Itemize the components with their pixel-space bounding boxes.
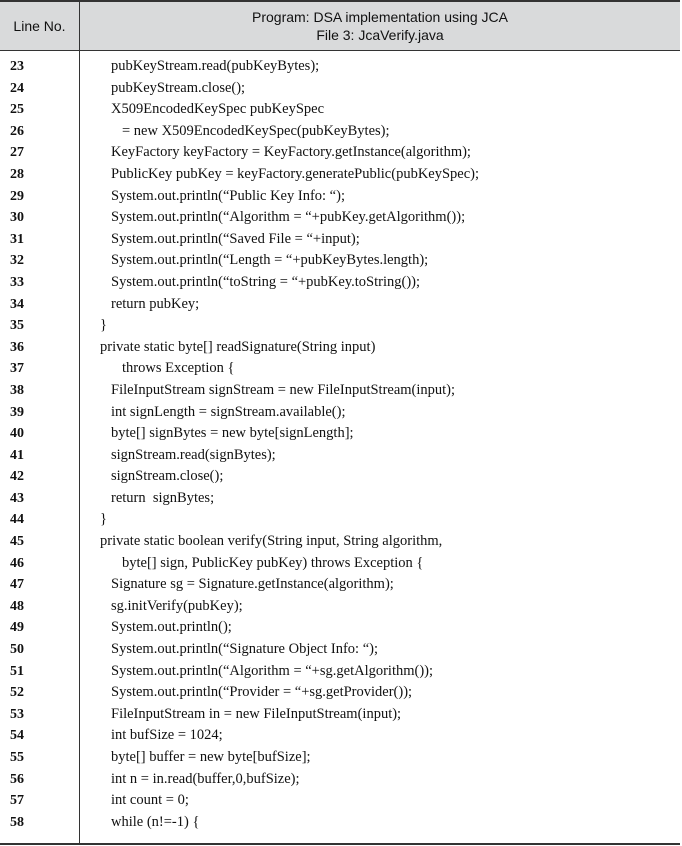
program-title: Program: DSA implementation using JCA xyxy=(252,9,508,25)
line-number: 52 xyxy=(10,685,24,701)
table-row xyxy=(0,315,680,337)
line-number: 55 xyxy=(10,750,24,765)
code-line: while (n!=-1) { xyxy=(111,813,200,830)
line-number: 23 xyxy=(10,59,24,74)
code-line: System.out.println(“Saved File = “+input); xyxy=(111,230,360,247)
code-line: } xyxy=(100,511,107,528)
line-number: 43 xyxy=(10,490,24,506)
line-number: 44 xyxy=(10,512,24,528)
code-line: System.out.println(“Public Key Info: “); xyxy=(111,187,345,204)
code-line: System.out.println(“toString = “+pubKey.toString()); xyxy=(111,273,421,290)
line-number: 48 xyxy=(10,598,24,614)
table-row xyxy=(0,488,680,510)
table-row xyxy=(0,466,680,488)
line-number: 58 xyxy=(10,814,24,830)
code-line: Signature sg = Signature.getInstance(algorithm); xyxy=(111,576,394,593)
line-number: 26 xyxy=(10,123,24,139)
code-line: } xyxy=(100,317,107,334)
line-number: 42 xyxy=(10,469,24,485)
line-number: 29 xyxy=(10,188,24,204)
line-number: 39 xyxy=(10,404,24,420)
line-number: 34 xyxy=(10,296,24,312)
table-row xyxy=(0,250,680,272)
code-line: byte[] signBytes = new byte[signLength]; xyxy=(111,425,354,442)
code-line: int n = in.read(buffer,0,bufSize); xyxy=(111,770,300,787)
table-row xyxy=(0,617,680,639)
line-number: 56 xyxy=(10,771,24,787)
program-title-header xyxy=(80,8,680,44)
line-number: 53 xyxy=(10,706,24,722)
code-line: System.out.println(); xyxy=(111,619,232,636)
code-line: System.out.println(“Length = “+pubKeyBytes.length); xyxy=(111,252,429,269)
code-line: signStream.close(); xyxy=(111,468,224,485)
code-line: FileInputStream in = new FileInputStream(input); xyxy=(111,705,402,722)
code-line: signStream.read(signBytes); xyxy=(111,446,276,463)
table-row xyxy=(0,747,680,769)
code-line: KeyFactory keyFactory = KeyFactory.getInstance(algorithm); xyxy=(111,144,471,161)
table-row xyxy=(0,272,680,294)
code-line: throws Exception { xyxy=(122,360,235,377)
line-number: 54 xyxy=(10,728,24,744)
line-number: 41 xyxy=(10,447,24,463)
line-number: 51 xyxy=(10,663,24,679)
code-line: X509EncodedKeySpec pubKeySpec xyxy=(111,101,325,118)
code-line: private static boolean verify(String input, String algorithm, xyxy=(100,533,443,550)
code-rows xyxy=(0,56,680,833)
table-row xyxy=(0,445,680,467)
line-number: 40 xyxy=(10,426,24,442)
table-row xyxy=(0,682,680,704)
code-line: sg.initVerify(pubKey); xyxy=(111,597,243,614)
table-header xyxy=(0,2,680,51)
table-row xyxy=(0,78,680,100)
line-number: 27 xyxy=(10,145,24,161)
code-line: int count = 0; xyxy=(111,792,189,809)
table-row xyxy=(0,509,680,531)
line-number: 35 xyxy=(10,318,24,334)
line-number: 36 xyxy=(10,339,24,355)
table-row xyxy=(0,769,680,791)
table-row xyxy=(0,142,680,164)
line-number: 32 xyxy=(10,253,24,269)
table-row xyxy=(0,294,680,316)
table-row xyxy=(0,531,680,553)
table-row xyxy=(0,574,680,596)
code-line: return pubKey; xyxy=(111,295,200,312)
table-row xyxy=(0,229,680,251)
table-row xyxy=(0,704,680,726)
code-line: System.out.println(“Algorithm = “+pubKey.getAlgorithm()); xyxy=(111,209,466,226)
table-row xyxy=(0,790,680,812)
code-line: private static byte[] readSignature(String input) xyxy=(100,338,376,355)
code-line: System.out.println(“Provider = “+sg.getProvider()); xyxy=(111,684,413,701)
file-title: File 3: JcaVerify.java xyxy=(316,27,444,43)
code-line: pubKeyStream.close(); xyxy=(111,79,246,96)
code-line: byte[] sign, PublicKey pubKey) throws Exception { xyxy=(122,554,424,571)
table-row xyxy=(0,380,680,402)
table-row xyxy=(0,553,680,575)
code-line: PublicKey pubKey = keyFactory.generatePublic(pubKeySpec); xyxy=(111,165,480,182)
table-row xyxy=(0,358,680,380)
line-number: 47 xyxy=(10,577,24,593)
line-no-header: Line No. xyxy=(13,18,66,34)
table-row xyxy=(0,661,680,683)
code-line: FileInputStream signStream = new FileInputStream(input); xyxy=(111,381,456,398)
table-row xyxy=(0,423,680,445)
line-number: 50 xyxy=(10,642,24,658)
table-row xyxy=(0,121,680,143)
code-line: int bufSize = 1024; xyxy=(111,727,223,744)
code-line: System.out.println(“Algorithm = “+sg.getAlgorithm()); xyxy=(111,662,434,679)
line-number: 30 xyxy=(10,210,24,226)
table-row xyxy=(0,725,680,747)
line-number: 31 xyxy=(10,231,24,247)
table-row xyxy=(0,812,680,834)
line-number: 38 xyxy=(10,382,24,398)
line-number: 24 xyxy=(10,80,24,96)
table-row xyxy=(0,596,680,618)
line-number: 28 xyxy=(10,166,24,182)
table-row xyxy=(0,207,680,229)
table-row xyxy=(0,337,680,359)
code-line: System.out.println(“Signature Object Info: “); xyxy=(111,641,378,658)
line-number: 25 xyxy=(10,102,24,118)
table-row xyxy=(0,186,680,208)
table-row xyxy=(0,56,680,78)
line-number: 49 xyxy=(10,620,24,636)
code-line: pubKeyStream.read(pubKeyBytes); xyxy=(111,58,320,74)
code-line: int signLength = signStream.available(); xyxy=(111,403,346,420)
line-number: 57 xyxy=(10,793,24,809)
line-number: 46 xyxy=(10,555,24,571)
code-line: return signBytes; xyxy=(111,489,215,506)
table-row xyxy=(0,639,680,661)
code-line: = new X509EncodedKeySpec(pubKeyBytes); xyxy=(122,122,390,139)
line-number: 45 xyxy=(10,534,24,550)
table-row xyxy=(0,99,680,121)
table-row xyxy=(0,402,680,424)
line-number: 37 xyxy=(10,361,24,377)
table-row xyxy=(0,164,680,186)
line-number: 33 xyxy=(10,274,24,290)
code-line: byte[] buffer = new byte[bufSize]; xyxy=(111,749,311,765)
